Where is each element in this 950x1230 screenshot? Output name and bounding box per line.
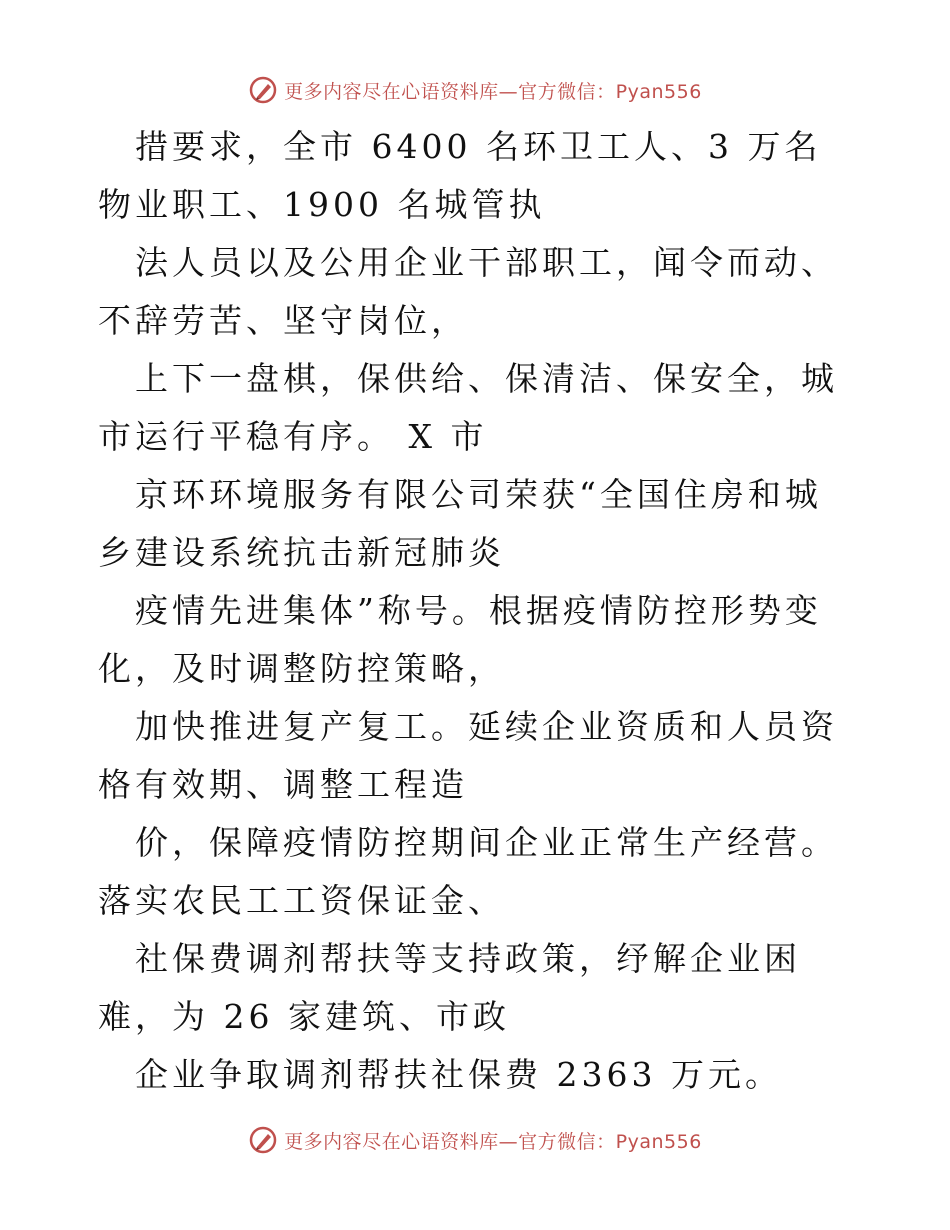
paragraph: 措要求，全市 6400 名环卫工人、3 万名物业职工、1900 名城管执 xyxy=(98,127,822,224)
paragraph: 上下一盘棋，保供给、保清洁、保安全，城市运行平稳有序。 X 市 xyxy=(98,359,838,456)
footer-banner xyxy=(0,1120,950,1160)
paragraph: 京环环境服务有限公司荣获“全国住房和城乡建设系统抗击新冠肺炎 xyxy=(98,475,822,572)
paragraph: 企业争取调剂帮扶社保费 2363 万元。 xyxy=(135,1055,782,1094)
footer-banner-text: 更多内容尽在心语资料库—官方微信：Pyan556 xyxy=(284,1130,702,1153)
pen-circle-logo-icon xyxy=(248,75,278,105)
document-body xyxy=(98,118,858,1104)
paragraph: 疫情先进集体”称号。根据疫情防控形势变化，及时调整防控策略， xyxy=(98,591,822,688)
pen-circle-logo-icon xyxy=(248,1125,278,1155)
paragraph: 加快推进复产复工。延续企业资质和人员资格有效期、调整工程造 xyxy=(98,707,838,804)
paragraph: 社保费调剂帮扶等支持政策，纾解企业困难，为 26 家建筑、市政 xyxy=(98,939,801,1036)
header-banner-text: 更多内容尽在心语资料库—官方微信：Pyan556 xyxy=(284,80,702,103)
header-banner xyxy=(0,70,950,110)
paragraph: 法人员以及公用企业干部职工，闻令而动、不辞劳苦、坚守岗位， xyxy=(98,243,838,340)
paragraph: 价，保障疫情防控期间企业正常生产经营。落实农民工工资保证金、 xyxy=(98,823,838,920)
